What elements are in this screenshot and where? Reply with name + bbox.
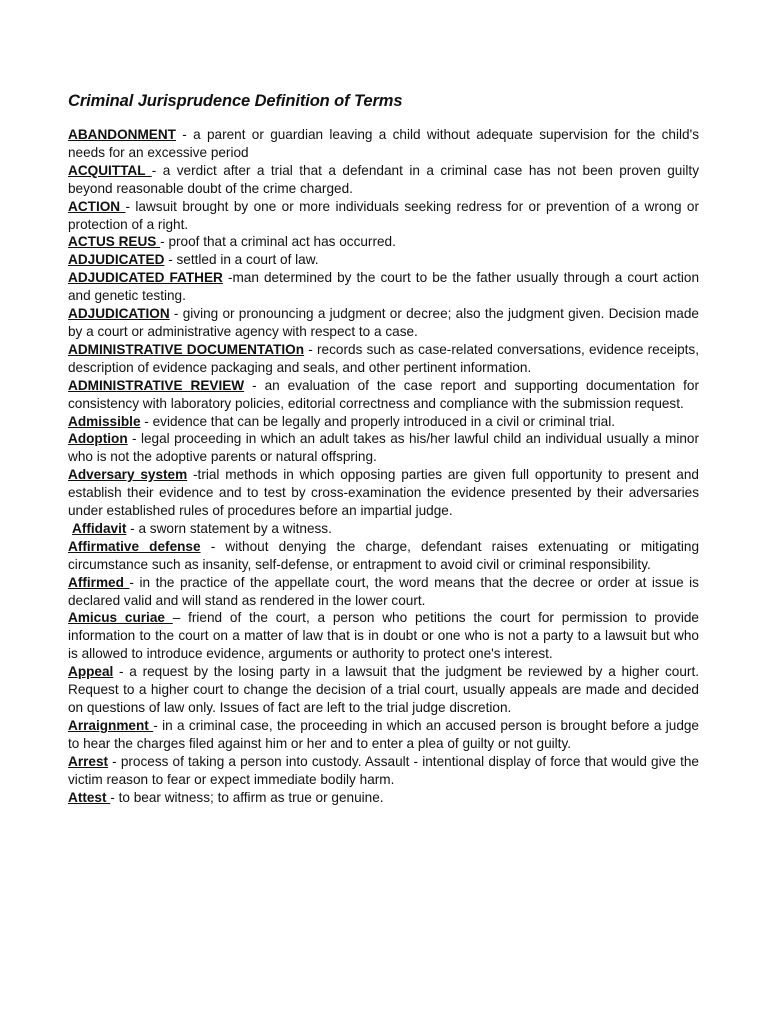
definition-text: - process of taking a person into custody. Assault - intentional display of force that would give the victim reason to fear or expect immediate bodily harm. bbox=[68, 753, 699, 787]
definition-term: Affirmed bbox=[68, 574, 130, 590]
definition-entry bbox=[68, 198, 699, 234]
definition-term: ACTION bbox=[68, 198, 126, 214]
definition-entry bbox=[68, 609, 699, 663]
definition-entry bbox=[68, 663, 699, 717]
definition-text: - without denying the charge, defendant raises extenuating or mitigating circumstance such as insanity, self-defense, or entrapment to avoid civil or criminal responsibility. bbox=[68, 538, 699, 572]
definition-term: Adversary system bbox=[68, 467, 188, 483]
definition-entry bbox=[68, 413, 699, 431]
definition-term: Arrest bbox=[68, 753, 109, 769]
definition-text: - giving or pronouncing a judgment or decree; also the judgment given. Decision made by a court or administrative agency with respect to a case. bbox=[68, 306, 699, 339]
definition-entry bbox=[68, 753, 699, 789]
definition-term: Appeal bbox=[68, 664, 114, 680]
definition-term: Admissible bbox=[68, 413, 141, 429]
definition-term: ADMINISTRATIVE DOCUMENTATIOn bbox=[68, 341, 305, 357]
definition-text: - a parent or guardian leaving a child without adequate supervision for the child's needs for an excessive period bbox=[68, 127, 699, 160]
definition-term: Adoption bbox=[68, 431, 128, 447]
definition-text: - a verdict after a trial that a defendant in a criminal case has not been proven guilty beyond reasonable doubt of the crime charged. bbox=[68, 162, 699, 196]
definition-term: ADJUDICATED FATHER bbox=[68, 270, 223, 286]
definition-entry bbox=[68, 377, 699, 413]
definition-text: -trial methods in which opposing parties are given full opportunity to present and establish their evidence and to test by cross-examination the evidence presented by their adversaries under established rules of procedures before an impartial judge. bbox=[68, 467, 699, 519]
definition-term: ADJUDICATED bbox=[68, 252, 165, 268]
definition-entry bbox=[68, 430, 699, 466]
definition-term: ADMINISTRATIVE REVIEW bbox=[68, 377, 245, 393]
definition-entry bbox=[68, 126, 699, 162]
definition-text: -man determined by the court to be the father usually through a court action and genetic testing. bbox=[68, 270, 700, 304]
definition-text: - to bear witness; to affirm as true or genuine. bbox=[110, 789, 384, 805]
definition-entry bbox=[68, 269, 699, 305]
definition-term: Attest bbox=[68, 789, 111, 805]
definition-text: - in a criminal case, the proceeding in which an accused person is brought before a judge to hear the charges filed against him or her and to enter a plea of guilty or not guilty. bbox=[68, 717, 699, 751]
definition-text: - evidence that can be legally and properly introduced in a civil or criminal trial. bbox=[140, 413, 616, 429]
definition-entry bbox=[68, 251, 699, 269]
definition-text: - proof that a criminal act has occurred. bbox=[160, 234, 396, 250]
definition-entry bbox=[68, 520, 699, 538]
definition-entry bbox=[68, 233, 699, 251]
definition-text: - an evaluation of the case report and supporting documentation for consistency with laboratory policies, editorial correctness and compliance with the submission request. bbox=[68, 377, 699, 411]
definition-entry bbox=[68, 305, 699, 341]
definition-term: ACQUITTAL bbox=[68, 162, 152, 178]
definition-entry bbox=[68, 717, 699, 753]
definition-text: - settled in a court of law. bbox=[164, 252, 319, 268]
definition-list bbox=[68, 126, 699, 806]
definition-text: - lawsuit brought by one or more individuals seeking redress for or prevention of a wrong or protection of a right. bbox=[68, 198, 699, 232]
definition-term: Amicus curiae bbox=[68, 610, 173, 626]
definition-entry bbox=[68, 466, 699, 520]
definition-text: - legal proceeding in which an adult takes as his/her lawful child an individual usually a minor who is not the adoptive parents or natural offspring. bbox=[68, 431, 699, 465]
definition-text: – friend of the court, a person who petitions the court for permission to provide information to the court on a matter of law that is in doubt or one who is not a party to a lawsuit but who is allowed to introduce evidence, arguments or authority to protect one's interest. bbox=[68, 610, 699, 662]
definition-term: ADJUDICATION bbox=[68, 306, 170, 322]
document-title: Criminal Jurisprudence Definition of Terms bbox=[68, 92, 403, 110]
definition-text: - in the practice of the appellate court, the word means that the decree or order at issue is declared valid and will stand as rendered in the lower court. bbox=[68, 574, 699, 608]
definition-entry bbox=[68, 538, 699, 574]
definition-text: - records such as case-related conversations, evidence receipts, description of evidence packaging and seals, and other pertinent information. bbox=[68, 341, 700, 375]
document-page bbox=[68, 92, 699, 806]
definition-term: ACTUS REUS bbox=[68, 234, 161, 250]
definition-term: Affirmative defense bbox=[68, 538, 201, 554]
definition-term: ABANDONMENT bbox=[68, 127, 176, 142]
definition-text: - a request by the losing party in a lawsuit that the judgment be reviewed by a higher court. Request to a higher court to change the decision of a trial court, usually appeals are made and decided on questions of law only. Issues of fact are left to the trial judge discretion. bbox=[68, 664, 699, 715]
definition-term: Arraignment bbox=[68, 717, 154, 733]
definition-text: - a sworn statement by a witness. bbox=[126, 520, 332, 536]
definition-entry bbox=[68, 341, 699, 377]
definition-term: Affidavit bbox=[72, 520, 127, 536]
definition-entry bbox=[68, 789, 699, 807]
definition-entry bbox=[68, 574, 699, 610]
definition-entry bbox=[68, 162, 699, 198]
